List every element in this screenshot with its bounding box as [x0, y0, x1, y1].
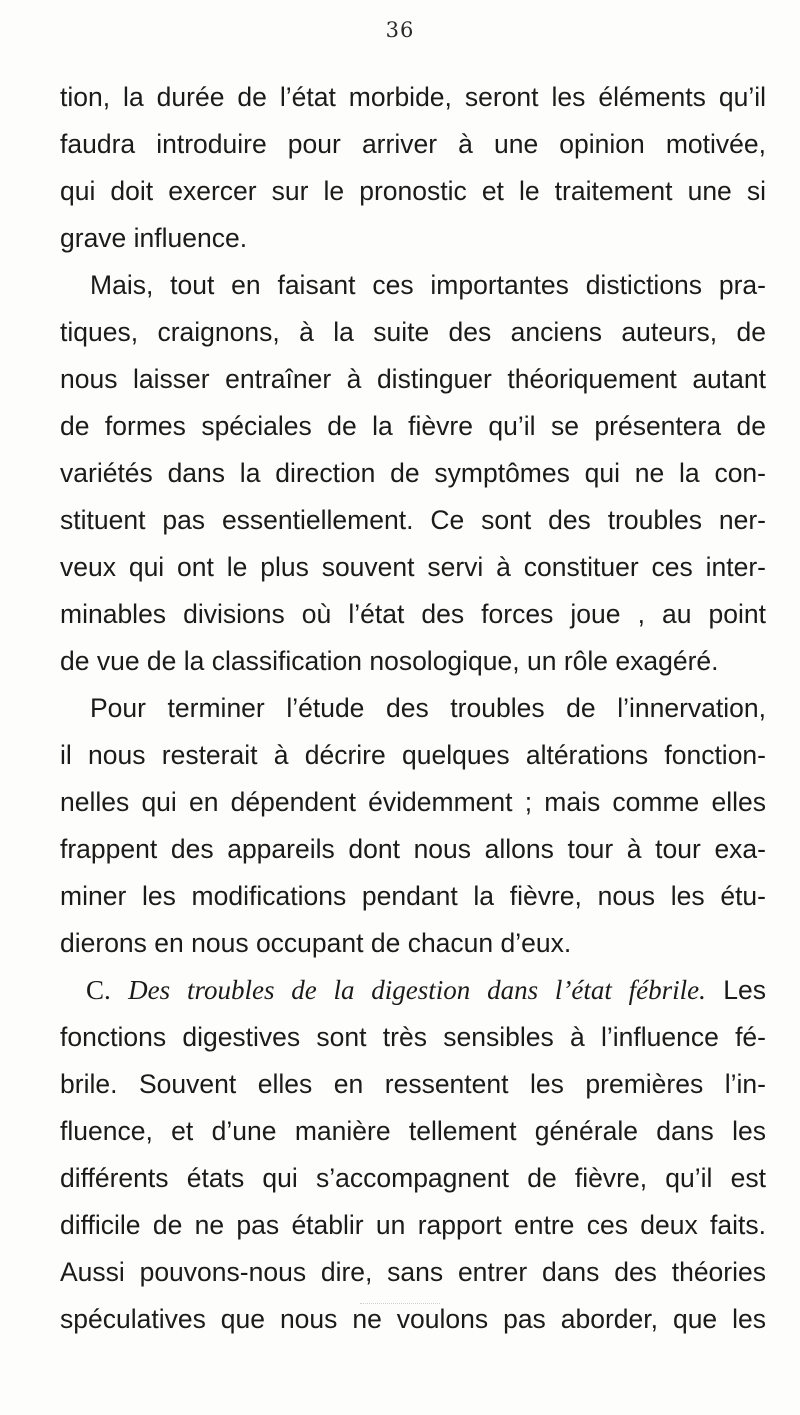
- body-text: [60, 74, 766, 1343]
- text-line: dierons en nous occupant de chacun d’eux.: [60, 928, 572, 958]
- text-line: minables divisions où l’état des forces joue , au point: [60, 599, 766, 629]
- section-heading-line: [60, 967, 766, 1014]
- text-line: fonctions digestives sont très sensibles à l’influence fé-: [60, 1022, 766, 1052]
- section-lead-text: Les: [723, 975, 766, 1005]
- text-line: fluence, et d’une manière tellement générale dans les: [60, 1116, 766, 1146]
- text-line: miner les modifications pendant la fièvre, nous les étu-: [60, 881, 766, 911]
- text-line: tion, la durée de l’état morbide, seront les éléments qu’il: [60, 82, 766, 112]
- text-line: de formes spéciales de la fièvre qu’il se présentera de: [60, 411, 766, 441]
- text-line: tiques, craignons, à la suite des anciens auteurs, de: [60, 317, 766, 347]
- page-bottom-mark: [360, 1303, 440, 1305]
- text-line: de vue de la classification nosologique, un rôle exagéré.: [60, 646, 719, 676]
- text-line: nous laisser entraîner à distinguer théoriquement autant: [60, 364, 766, 394]
- text-line: différents états qui s’accompagnent de fièvre, qu’il est: [60, 1163, 766, 1193]
- text-line: qui doit exercer sur le pronostic et le traitement une si: [60, 176, 766, 206]
- paragraph-start: Pour terminer l’étude des troubles de l’innervation,: [90, 693, 766, 723]
- text-line: veux qui ont le plus souvent servi à constituer ces inter-: [60, 552, 766, 582]
- text-line: frappent des appareils dont nous allons tour à tour exa-: [60, 834, 766, 864]
- section-label: C.: [86, 975, 111, 1005]
- page-number: 36: [385, 18, 415, 42]
- text-line: variétés dans la direction de symptômes qui ne la con-: [60, 458, 766, 488]
- text-line: Aussi pouvons-nous dire, sans entrer dans des théories: [60, 1257, 766, 1287]
- text-line: stituent pas essentiellement. Ce sont des troubles ner-: [60, 505, 766, 535]
- text-line: faudra introduire pour arriver à une opinion motivée,: [60, 129, 766, 159]
- text-line: spéculatives que nous ne voulons pas aborder, que les: [60, 1304, 766, 1334]
- section-title: Des troubles de la digestion dans l’état fébrile.: [128, 975, 706, 1005]
- text-line: brile. Souvent elles en ressentent les premières l’in-: [60, 1069, 766, 1099]
- paragraph-start: Mais, tout en faisant ces importantes distictions pra-: [90, 270, 766, 300]
- text-line: nelles qui en dépendent évidemment ; mais comme elles: [60, 787, 766, 817]
- text-line: il nous resterait à décrire quelques altérations fonction-: [60, 740, 766, 770]
- text-line: grave influence.: [60, 223, 248, 253]
- text-line: difficile de ne pas établir un rapport entre ces deux faits.: [60, 1210, 766, 1240]
